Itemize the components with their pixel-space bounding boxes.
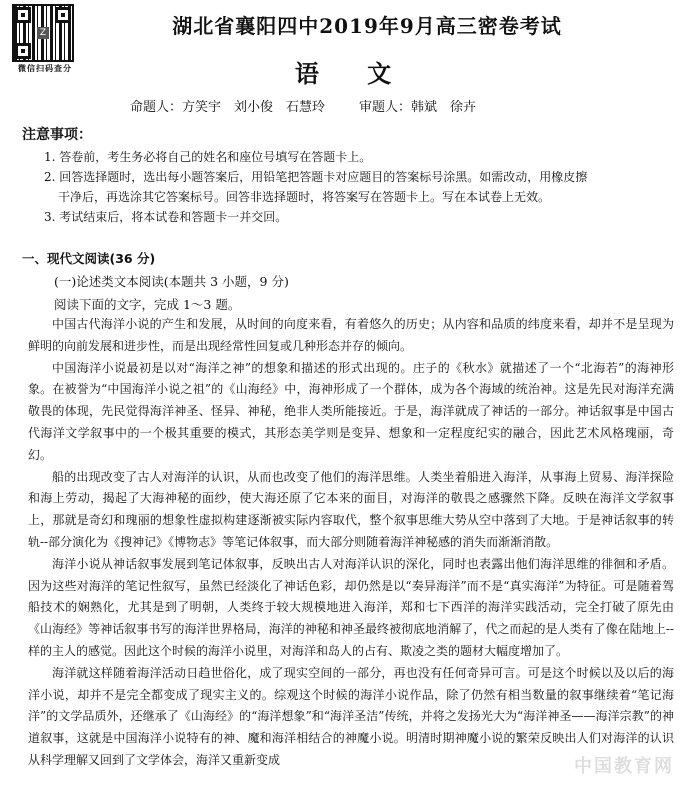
exam-title: 湖北省襄阳四中2019年9月高三密卷考试: [172, 14, 562, 38]
setters: 命题人：方笑宇 刘小俊 石慧玲: [130, 100, 326, 115]
article-paragraph: 海洋就这样随着海洋活动日趋世俗化，成了现实空间的一部分，再也没有任何奇异可言。可是这个时候以及以后的海洋小说，却并不是完全都变成了现实主义的。综观这个时候的海洋小说作品，除了仍然有相当数量的叙事继续着“笔记海洋”的文学品质外，还继承了《山海经》的“海洋想象”和“海洋圣洁”传统，并将之发扬光大为“海洋神圣——海洋宗教”的神道叙事，这就是中国海洋小说特有的神、魔和海洋相结合的神魔小说。明清时期神魔小说的繁荣反映出人们对海洋的认识从科学理解又回到了文学体会，海洋又重新变成: [28, 665, 674, 767]
reviewers: 审题人：韩斌 徐卉: [359, 100, 477, 115]
notice-item: 1. 答卷前，考生务必将自己的姓名和座位号填写在答题卡上。: [44, 150, 372, 164]
section-title: 一、现代文阅读(36 分): [22, 251, 156, 266]
subject-title: 语 文: [294, 59, 392, 88]
watermark: 中国教育网: [574, 756, 674, 777]
notice-title: 注意事项：: [22, 127, 92, 143]
article-body: [28, 314, 674, 772]
article-paragraph: 中国海洋小说最初是以对“海洋之神”的想象和描述的形式出现的。庄子的《秋水》就描述了一个“北海若”的海神形象。在被誉为“中国海洋小说之祖”的《山海经》中，海神形成了一个群体，成为各个海域的统治神。这是先民对海洋充满敬畏的体现，先民觉得海洋神圣、怪异、神秘，绝非人类所能接近。于是，海洋就成了神话的一部分。神话叙事是中国古代海洋文学叙事中的一个极其重要的模式，其形态美学则是变异、想象和一定程度纪实的融合，因此艺术风格瑰丽，奇幻。: [28, 360, 674, 462]
notice-list: [44, 147, 662, 227]
article-paragraph: 船的出现改变了古人对海洋的认识，从而也改变了他们的海洋思维。人类坐着船进入海洋，从事海上贸易、海洋探险和海上劳动，揭起了大海神秘的面纱，使大海还原了它本来的面目，对海洋的敬畏之感骤然下降。反映在海洋文学叙事上，那就是奇幻和瑰丽的想象性虚拟构建逐渐被实际内容取代，整个叙事思维大势从空中落到了大地。于是神话叙事的转轨--部分演化为《搜神记》《博物志》等笔记体叙事，而大部分则随着海洋神秘感的消失而渐渐消散。: [28, 469, 674, 549]
authors-line: [130, 96, 650, 115]
notice-item: 3. 考试结束后，将本试卷和答题卡一并交回。: [44, 210, 288, 224]
qr-caption: 微信扫码查分: [18, 63, 72, 73]
qr-logo-icon: Z: [37, 27, 49, 39]
notice-item-continued: 干净后，再选涂其它答案标号。回答非选择题时，将答案写在答题卡上。写在本试卷上无效。: [58, 190, 551, 204]
qr-finder-pattern: [15, 7, 31, 23]
article-paragraph: 海洋小说从神话叙事发展到笔记体叙事，反映出古人对海洋认识的深化，同时也表露出他们海洋思维的徘徊和矛盾。因为这些对海洋的笔记性叙写，虽然已经淡化了神话色彩，却仍然是以“奏异海洋”而不是“真实海洋”为特征。可是随着驾船技术的娴熟化，尤其是到了明朝，人类终于较大规模地进入海洋，郑和七下西洋的海洋实践活动，完全打破了原先由《山海经》等神话叙事书写的海洋世界格局，海洋的神秘和神圣最终被彻底地消解了，代之而起的是人类有了像在陆地上--样的主人的感觉。因此这个时候的海洋小说里，对海洋和岛人的占有、欺凌之类的题材大幅度增加了。: [28, 556, 674, 658]
qr-finder-pattern: [55, 7, 71, 23]
notice-item: 2. 回答选择题时，选出每小题答案后，用铅笔把答题卡对应题目的答案标号涂黑。如需改动，用橡皮擦: [44, 170, 588, 184]
article-paragraph: 中国古代海洋小说的产生和发展，从时间的向度来看，有着悠久的历史；从内容和品质的纬度来看，却并不是呈现为鲜明的向前发展和进步性，而是出现经常性回复或几种形态并存的倾向。: [28, 317, 674, 353]
reading-instruction: 阅读下面的文字，完成 1～3 题。: [54, 297, 241, 312]
subsection-title: (一)论述类文本阅读(本题共 3 小题，9 分): [54, 274, 289, 289]
